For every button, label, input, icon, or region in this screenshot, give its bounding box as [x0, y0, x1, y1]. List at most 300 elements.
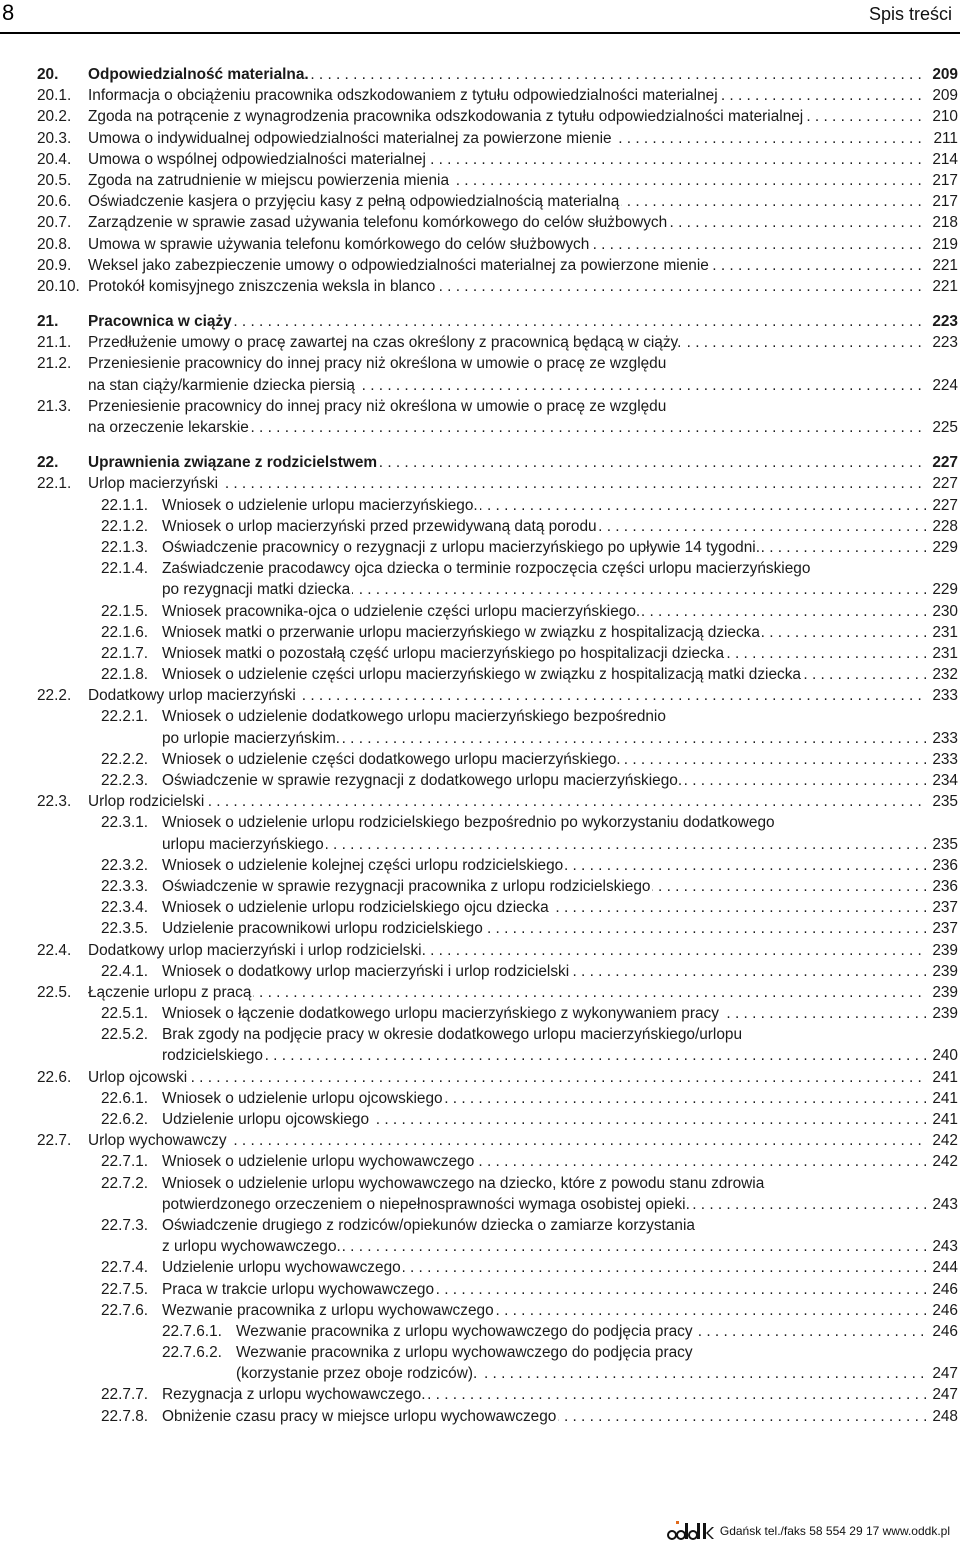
toc-title: [162, 855, 926, 876]
toc-page-number: 247: [926, 1363, 958, 1384]
toc-title-text: Urlop wychowawczy: [88, 1132, 227, 1150]
toc-line: [0, 770, 960, 791]
toc-title: [162, 834, 926, 855]
toc-page-number: 231: [926, 643, 958, 664]
toc-number: 22.4.: [37, 941, 72, 959]
toc-title-text: rodzicielskiego: [162, 1047, 263, 1065]
toc-title-text: Rezygnacja z urlopu wychowawczego.: [162, 1386, 426, 1404]
toc-line: [0, 212, 960, 233]
toc-line: [0, 1363, 960, 1384]
toc-title-text: Praca w trakcie urlopu wychowawczego: [162, 1280, 435, 1298]
toc-line: [0, 1194, 960, 1215]
toc-title: [88, 685, 926, 706]
toc-page-number: 209: [926, 85, 958, 106]
toc-line: [0, 940, 960, 961]
toc-title-text: Wniosek o udzielenie urlopu macierzyńskiego.: [162, 496, 478, 514]
toc-number: 22.7.4.: [101, 1259, 149, 1277]
toc-number: 20.8.: [37, 235, 72, 253]
toc-line: [0, 1024, 960, 1045]
toc-title-text: Wniosek o udzielenie kolejnej części urlopu rodzicielskiego: [162, 856, 564, 874]
toc-title: [88, 1130, 926, 1151]
toc-title-text: Wezwanie pracownika z urlopu wychowawczego do podjęcia pracy: [236, 1344, 693, 1362]
toc-line: [0, 85, 960, 106]
toc-line: [0, 982, 960, 1003]
toc-title-text: Zgoda na zatrudnienie w miejscu powierzenia mienia: [88, 171, 450, 189]
toc-number: 22.1.8.: [101, 666, 149, 684]
toc-number: 22.1.1.: [101, 496, 149, 514]
toc-entry: [0, 1173, 960, 1215]
toc-title-text: Umowa w sprawie używania telefonu komórkowego do celów służbowych: [88, 235, 590, 253]
toc-line: [0, 791, 960, 812]
toc-line: [0, 375, 960, 396]
toc-page-number: 247: [926, 1384, 958, 1405]
toc-entry: [0, 1384, 960, 1405]
toc-title: [236, 1363, 926, 1384]
header-rule: [0, 32, 960, 34]
toc-page-number: 236: [926, 876, 958, 897]
toc-page-number: 214: [926, 149, 958, 170]
toc-number: 22.3.: [37, 793, 72, 811]
toc-title: [88, 417, 926, 438]
toc-number: 22.1.4.: [101, 560, 149, 578]
toc-entry: [0, 212, 960, 233]
toc-title: [162, 1151, 926, 1172]
toc-title-text: Wniosek matki o przerwanie urlopu macierzyńskiego w związku z hospitalizacją dziecka: [162, 623, 760, 641]
toc-entry: [0, 918, 960, 939]
toc-number: 21.2.: [37, 355, 72, 373]
toc-number: 22.7.5.: [101, 1280, 149, 1298]
toc-entry: [0, 473, 960, 494]
toc-entry: [0, 749, 960, 770]
toc-entry: [0, 1257, 960, 1278]
toc-line: [0, 1342, 960, 1363]
toc-entry: [0, 516, 960, 537]
toc-line: [0, 1279, 960, 1300]
toc-page-number: 236: [926, 855, 958, 876]
header-title: Spis treści: [868, 4, 952, 24]
toc-number: 20.1.: [37, 87, 72, 105]
toc-line: [0, 1045, 960, 1066]
toc-page-number: 235: [926, 791, 958, 812]
toc-number: 22.5.: [37, 983, 72, 1001]
toc-entry: [0, 1215, 960, 1257]
toc-entry: [0, 558, 960, 600]
toc-number: 22.1.7.: [101, 644, 149, 662]
toc-number: 20.4.: [37, 150, 72, 168]
toc-title: [162, 770, 926, 791]
toc-page-number: 239: [926, 940, 958, 961]
toc-entry: [0, 1321, 960, 1342]
toc-number: 20.: [37, 66, 59, 83]
toc-page-number: 233: [926, 685, 958, 706]
toc-title-text: Brak zgody na podjęcie pracy w okresie dodatkowego urlopu macierzyńskiego/urlopu: [162, 1026, 743, 1044]
toc-title-text: Wniosek matki o pozostałą część urlopu macierzyńskiego po hospitalizacji dziecka: [162, 644, 725, 662]
toc-page-number: 223: [926, 332, 958, 353]
toc-title: [88, 255, 926, 276]
toc-title: [88, 234, 926, 255]
toc-title-text: Oświadczenie drugiego z rodziców/opiekunów dziecka o zamiarze korzystania: [162, 1216, 695, 1234]
toc-line: [0, 1067, 960, 1088]
toc-line: [0, 1109, 960, 1130]
toc-title-text: Oświadczenie w sprawie rezygnacji z dodatkowego urlopu macierzyńskiego.: [162, 772, 683, 789]
toc-title: [162, 1406, 926, 1427]
toc-line: [0, 1215, 960, 1236]
toc-title-text: Odpowiedzialność materialna.: [88, 66, 309, 83]
toc-number: 22.1.: [37, 475, 72, 493]
toc-title: [88, 149, 926, 170]
toc-page-number: 231: [926, 622, 958, 643]
toc-page-number: 230: [926, 601, 958, 622]
toc-entry: [0, 1279, 960, 1300]
toc-title: [88, 106, 926, 127]
toc-line: [0, 622, 960, 643]
toc-title: [162, 1236, 926, 1257]
toc-entry: [0, 1300, 960, 1321]
toc-title: [162, 961, 926, 982]
toc-entry: [0, 128, 960, 149]
toc-entry: [0, 495, 960, 516]
toc-line: [0, 396, 960, 417]
toc-title-text: Przeniesienie pracownicy do innej pracy niż określona w umowie o pracę ze względu: [88, 397, 667, 415]
toc-entry: [0, 396, 960, 438]
toc-number: 22.2.3.: [101, 772, 149, 789]
toc-line: [0, 706, 960, 727]
toc-number: 20.3.: [37, 129, 72, 147]
toc-number: 22.7.: [37, 1132, 72, 1150]
toc-page-number: 248: [926, 1406, 958, 1427]
toc-entry: [0, 537, 960, 558]
toc-title-text: na orzeczenie lekarskie: [88, 419, 249, 436]
toc-chapter: [0, 64, 960, 85]
page-number: 8: [2, 0, 15, 25]
toc-title: [88, 191, 926, 212]
toc-entry: [0, 85, 960, 106]
toc-title: [162, 876, 926, 897]
toc-title: [162, 749, 926, 770]
toc-number: 22.7.6.2.: [162, 1344, 222, 1362]
toc-page-number: 233: [926, 728, 958, 749]
toc-page-number: 241: [926, 1109, 958, 1130]
toc-title: [162, 1194, 926, 1215]
toc-line: [0, 1236, 960, 1257]
toc-page-number: 229: [926, 579, 958, 600]
toc-chapter: [0, 452, 960, 473]
toc-title-text: Informacja o obciążeniu pracownika odszkodowaniem z tytułu odpowiedzialności materialnej: [88, 87, 718, 105]
toc-number: 20.7.: [37, 214, 72, 232]
toc-title-text: Dodatkowy urlop macierzyński i urlop rodzicielski.: [88, 941, 426, 959]
toc-page-number: 242: [926, 1130, 958, 1151]
toc-number: 22.7.8.: [101, 1407, 149, 1425]
toc-page-number: 225: [926, 417, 958, 438]
toc-title: [236, 1321, 926, 1342]
toc-page-number: 228: [926, 516, 958, 537]
toc-entry: [0, 622, 960, 643]
toc-page-number: 221: [926, 255, 958, 276]
toc-title-text: Wniosek o udzielenie części urlopu macierzyńskiego w związku z hospitalizacją matki dziecka: [162, 666, 801, 684]
toc-line: [0, 170, 960, 191]
toc-page-number: 240: [926, 1045, 958, 1066]
toc-entry: [0, 332, 960, 353]
toc-title: [88, 170, 926, 191]
toc-title-text: Wniosek o dodatkowy urlop macierzyński i urlop rodzicielski: [162, 962, 570, 980]
toc-line: [0, 1003, 960, 1024]
table-of-contents: [0, 64, 960, 1427]
toc-page-number: 243: [926, 1194, 958, 1215]
toc-number: 22.3.1.: [101, 814, 149, 832]
toc-title-text: Zgoda na potrącenie z wynagrodzenia pracownika odszkodowania z tytułu odpowiedzialności materialnej: [88, 108, 804, 126]
toc-line: [0, 1406, 960, 1427]
toc-line: [0, 855, 960, 876]
toc-line: [0, 128, 960, 149]
toc-entry: [0, 664, 960, 685]
toc-entry: [0, 770, 960, 791]
toc-title: [88, 212, 926, 233]
toc-line: [0, 537, 960, 558]
toc-line: [0, 311, 960, 332]
toc-number: 22.7.6.: [101, 1301, 149, 1319]
toc-page-number: 239: [926, 1003, 958, 1024]
toc-title: [162, 579, 926, 600]
toc-title: [88, 940, 926, 961]
toc-entry: [0, 191, 960, 212]
toc-line: [0, 601, 960, 622]
toc-page-number: 246: [926, 1300, 958, 1321]
toc-title-text: Oświadczenie pracownicy o rezygnacji z urlopu macierzyńskiego po upływie 14 tygodni.: [162, 538, 760, 556]
toc-line: [0, 643, 960, 664]
toc-title-text: Urlop macierzyński: [88, 475, 218, 493]
toc-page-number: 211: [926, 128, 958, 149]
toc-page-number: 242: [926, 1151, 958, 1172]
toc-title-text: Oświadczenie w sprawie rezygnacji pracownika z urlopu rodzicielskiego: [162, 877, 651, 895]
toc-line: [0, 1151, 960, 1172]
toc-number: 20.5.: [37, 171, 72, 189]
toc-title: [88, 332, 926, 353]
toc-title-text: (korzystanie przez oboje rodziców).: [236, 1365, 478, 1383]
toc-line: [0, 1321, 960, 1342]
toc-title: [88, 276, 926, 297]
toc-entry: [0, 961, 960, 982]
toc-line: [0, 276, 960, 297]
toc-title-text: Udzielenie urlopu wychowawczego: [162, 1259, 401, 1277]
toc-title-text: na stan ciąży/karmienie dziecka piersią: [88, 376, 355, 394]
toc-number: 21.3.: [37, 397, 72, 415]
toc-title: [162, 622, 926, 643]
toc-page-number: 219: [926, 234, 958, 255]
toc-title-text: Wniosek o udzielenie urlopu rodzicielskiego ojcu dziecka: [162, 899, 549, 917]
toc-entry: [0, 706, 960, 748]
toc-title-text: Urlop ojcowski: [88, 1068, 188, 1086]
toc-number: 22.2.1.: [101, 708, 149, 726]
toc-number: 22.2.: [37, 687, 72, 705]
toc-entry: [0, 1067, 960, 1088]
toc-page-number: 232: [926, 664, 958, 685]
toc-number: 21.1.: [37, 334, 72, 352]
toc-title: [162, 1279, 926, 1300]
toc-entry: [0, 812, 960, 854]
toc-page-number: 227: [926, 452, 958, 473]
toc-title-text: Przedłużenie umowy o pracę zawartej na czas określony z pracownicą będącą w ciąży.: [88, 334, 682, 352]
toc-title: [162, 706, 926, 727]
toc-title: [88, 64, 926, 85]
toc-title-text: Umowa o indywidualnej odpowiedzialności materialnej za powierzone mienie: [88, 129, 612, 147]
toc-title: [162, 601, 926, 622]
toc-line: [0, 728, 960, 749]
toc-title: [162, 1088, 926, 1109]
toc-line: [0, 685, 960, 706]
toc-line: [0, 191, 960, 212]
toc-title-text: Wniosek o udzielenie urlopu ojcowskiego: [162, 1089, 443, 1107]
toc-page-number: 239: [926, 982, 958, 1003]
toc-title-text: Oświadczenie kasjera o przyjęciu kasy z pełną odpowiedzialnością materialną: [88, 193, 620, 211]
publisher-logo: [666, 1519, 714, 1543]
toc-entry: [0, 940, 960, 961]
toc-line: [0, 1300, 960, 1321]
toc-number: 22.6.: [37, 1068, 72, 1086]
toc-number: 20.10.: [37, 277, 80, 295]
toc-number: 22.7.2.: [101, 1174, 149, 1192]
toc-entry: [0, 353, 960, 395]
toc-number: 21.: [37, 313, 59, 331]
toc-title: [88, 473, 926, 494]
toc-number: 22.1.2.: [101, 517, 149, 535]
toc-line: [0, 149, 960, 170]
toc-title-text: potwierdzonego orzeczeniem o niepełnosprawności wymaga osobistej opieki.: [162, 1195, 690, 1213]
toc-title-text: Wniosek o udzielenie urlopu wychowawczego: [162, 1153, 475, 1171]
toc-title-text: Uprawnienia związane z rodzicielstwem: [88, 454, 378, 472]
toc-entry: [0, 685, 960, 706]
toc-title-text: Wniosek o łączenie dodatkowego urlopu macierzyńskiego z wykonywaniem pracy: [162, 1005, 719, 1023]
toc-page-number: 217: [926, 191, 958, 212]
toc-number: 22.6.1.: [101, 1089, 149, 1107]
toc-line: [0, 417, 960, 438]
toc-entry: [0, 234, 960, 255]
toc-page-number: 210: [926, 106, 958, 127]
toc-title-text: Wezwanie pracownika z urlopu wychowawczego: [162, 1301, 494, 1319]
toc-page-number: 223: [926, 311, 958, 332]
toc-page-number: 224: [926, 375, 958, 396]
toc-title-text: Wniosek o udzielenie urlopu rodzicielskiego bezpośrednio po wykorzystaniu dodatkowego: [162, 814, 775, 832]
toc-number: 22.5.2.: [101, 1026, 149, 1044]
toc-line: [0, 918, 960, 939]
toc-title: [162, 728, 926, 749]
toc-page-number: 246: [926, 1279, 958, 1300]
toc-title: [162, 537, 926, 558]
toc-title-text: Wniosek o udzielenie dodatkowego urlopu macierzyńskiego bezpośrednio: [162, 708, 666, 726]
toc-line: [0, 452, 960, 473]
toc-entry: [0, 643, 960, 664]
toc-entry: [0, 1024, 960, 1066]
toc-page-number: 221: [926, 276, 958, 297]
toc-page-number: 233: [926, 749, 958, 770]
toc-number: 22.1.6.: [101, 623, 149, 641]
toc-title-text: z urlopu wychowawczego.: [162, 1238, 341, 1256]
toc-title-text: Wniosek o udzielenie części dodatkowego urlopu macierzyńskiego.: [162, 750, 621, 768]
toc-number: 20.2.: [37, 108, 72, 126]
toc-entry: [0, 855, 960, 876]
toc-number: 20.6.: [37, 193, 72, 211]
toc-entry: [0, 1003, 960, 1024]
toc-title: [162, 1384, 926, 1405]
toc-line: [0, 897, 960, 918]
toc-entry: [0, 106, 960, 127]
toc-line: [0, 558, 960, 579]
toc-title: [88, 353, 926, 374]
toc-page-number: 229: [926, 537, 958, 558]
toc-line: [0, 1130, 960, 1151]
toc-line: [0, 1257, 960, 1278]
toc-number: 22.4.1.: [101, 962, 149, 980]
toc-line: [0, 64, 960, 85]
toc-title-text: Zaświadczenie pracodawcy ojca dziecka o terminie rozpoczęcia części urlopu macierzyńskiego: [162, 560, 811, 578]
toc-number: 22.3.5.: [101, 920, 149, 938]
toc-title-text: Obniżenie czasu pracy w miejsce urlopu wychowawczego: [162, 1407, 557, 1425]
toc-title: [162, 558, 926, 579]
toc-title: [162, 1024, 926, 1045]
toc-entry: [0, 876, 960, 897]
toc-page-number: 237: [926, 897, 958, 918]
toc-title: [88, 311, 926, 332]
toc-title: [162, 643, 926, 664]
toc-title: [88, 396, 926, 417]
toc-number: 22.7.7.: [101, 1386, 149, 1404]
toc-page-number: 244: [926, 1257, 958, 1278]
toc-title: [162, 1003, 926, 1024]
toc-title-text: Udzielenie pracownikowi urlopu rodzicielskiego: [162, 920, 483, 938]
toc-title: [162, 1173, 926, 1194]
toc-line: [0, 1384, 960, 1405]
toc-title-text: Wniosek o udzielenie urlopu wychowawczego na dziecko, które z powodu stanu zdrowia: [162, 1174, 765, 1192]
toc-entry: [0, 170, 960, 191]
toc-page-number: 241: [926, 1088, 958, 1109]
toc-title: [162, 664, 926, 685]
toc-line: [0, 1173, 960, 1194]
toc-title-text: Wniosek pracownika-ojca o udzielenie części urlopu macierzyńskiego.: [162, 602, 641, 620]
toc-entry: [0, 276, 960, 297]
toc-number: 22.5.1.: [101, 1005, 149, 1023]
toc-entry: [0, 255, 960, 276]
toc-number: 22.1.5.: [101, 602, 149, 620]
toc-title-text: Zarządzenie w sprawie zasad używania telefonu komórkowego do celów służbowych: [88, 214, 668, 232]
toc-title-text: Przeniesienie pracownicy do innej pracy niż określona w umowie o pracę ze względu: [88, 355, 667, 373]
toc-line: [0, 353, 960, 374]
toc-title-text: Weksel jako zabezpieczenie umowy o odpowiedzialności materialnej za powierzone mienie: [88, 256, 709, 274]
toc-page-number: 227: [926, 473, 958, 494]
toc-title: [162, 495, 926, 516]
toc-title-text: Umowa o wspólnej odpowiedzialności materialnej: [88, 150, 426, 168]
toc-title-text: Łączenie urlopu z pracą: [88, 983, 252, 1001]
toc-title: [162, 1257, 926, 1278]
toc-page-number: 239: [926, 961, 958, 982]
toc-title: [162, 918, 926, 939]
toc-line: [0, 516, 960, 537]
toc-chapter: [0, 311, 960, 332]
toc-title: [88, 128, 926, 149]
toc-entry: [0, 149, 960, 170]
toc-number: 22.7.6.1.: [162, 1322, 222, 1340]
toc-title: [88, 1067, 926, 1088]
toc-title: [162, 1300, 926, 1321]
toc-title: [236, 1342, 926, 1363]
toc-line: [0, 473, 960, 494]
toc-page-number: 234: [926, 770, 958, 791]
toc-entry: [0, 982, 960, 1003]
toc-title-text: po urlopie macierzyńskim.: [162, 729, 340, 747]
toc-page-number: 218: [926, 212, 958, 233]
toc-page-number: 217: [926, 170, 958, 191]
toc-number: 22.6.2.: [101, 1111, 149, 1128]
toc-title-text: Pracownica w ciąży: [88, 313, 232, 331]
toc-title: [88, 982, 926, 1003]
